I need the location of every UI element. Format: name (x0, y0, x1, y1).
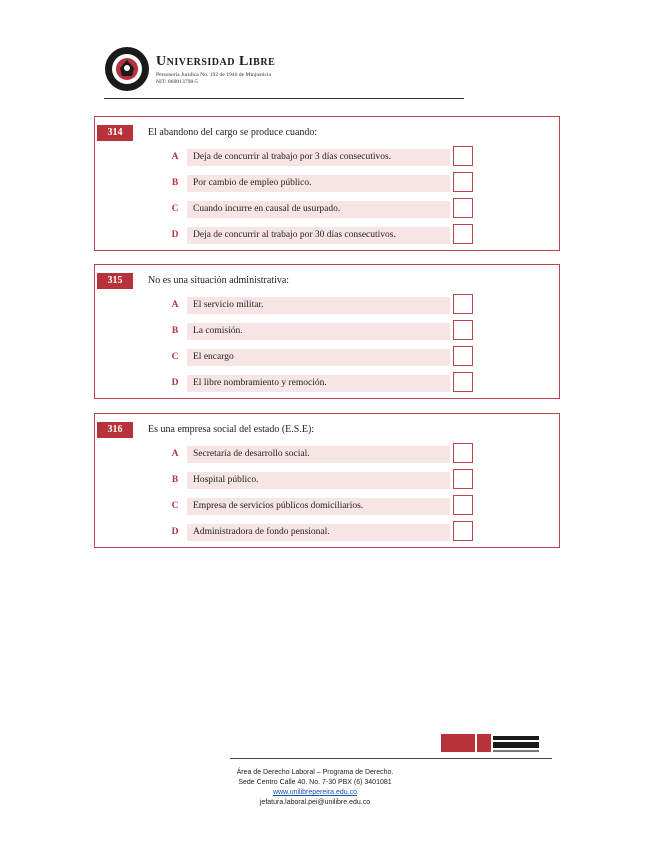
university-name: Universidad Libre (156, 54, 276, 69)
answer-checkbox[interactable] (453, 224, 473, 244)
option-text: Administradora de fondo pensional. (193, 527, 330, 537)
option-text: Cuando incurre en causal de usurpado. (193, 204, 341, 214)
option-letter: D (171, 230, 179, 240)
option-text: Secretaría de desarrollo social. (193, 449, 310, 459)
answer-checkbox[interactable] (453, 469, 473, 489)
option-letter: D (171, 378, 179, 388)
answer-checkbox[interactable] (453, 172, 473, 192)
footer-address: Sede Centro Calle 40. No. 7-30 PBX (6) 3401081 (238, 779, 392, 786)
question-card (94, 116, 560, 251)
legal-line-1: Personería Jurídica No. 192 de 1946 de Minjusticia (156, 72, 271, 78)
answer-checkbox[interactable] (453, 495, 473, 515)
option-letter: B (171, 475, 179, 485)
option-text: Hospital público. (193, 475, 259, 485)
option-text: Por cambio de empleo público. (193, 178, 312, 188)
option-letter: A (171, 152, 179, 162)
footer-divider (230, 758, 552, 759)
answer-checkbox[interactable] (453, 320, 473, 340)
header-divider (104, 98, 464, 99)
option-letter: B (171, 178, 179, 188)
question-text: El abandono del cargo se produce cuando: (148, 127, 318, 138)
answer-checkbox[interactable] (453, 521, 473, 541)
option-text: El libre nombramiento y remoción. (193, 378, 327, 388)
university-legal-info (156, 72, 271, 86)
option-letter: A (171, 300, 179, 310)
answer-checkbox[interactable] (453, 294, 473, 314)
option-text: El encargo (193, 352, 234, 362)
option-letter: C (171, 204, 179, 214)
option-text: Deja de concurrir al trabajo por 3 días consecutivos. (193, 152, 392, 162)
question-text: No es una situación administrativa: (148, 275, 290, 286)
footer-email: jefatura.laboral.pei@unilibre.edu.co (259, 799, 371, 806)
footer-website-link[interactable]: www.unilibrepereira.edu.co (272, 789, 358, 796)
footer (180, 768, 450, 808)
question-text: Es una empresa social del estado (E.S.E): (148, 424, 315, 435)
option-letter: D (171, 527, 179, 537)
option-text: Deja de concurrir al trabajo por 30 días consecutivos. (193, 230, 396, 240)
option-letter: B (171, 326, 179, 336)
option-letter: A (171, 449, 179, 459)
option-text: La comisión. (193, 326, 243, 336)
accreditation-logo-icon (441, 733, 541, 755)
legal-line-2: NIT: 860013798-5 (156, 79, 198, 85)
question-number: 316 (97, 422, 133, 438)
question-number: 314 (97, 125, 133, 141)
option-text: Empresa de servicios públicos domiciliarios. (193, 501, 364, 511)
option-text: El servicio militar. (193, 300, 264, 310)
answer-checkbox[interactable] (453, 372, 473, 392)
question-number: 315 (97, 273, 133, 289)
question-card (94, 264, 560, 399)
footer-department: Área de Derecho Laboral – Programa de Derecho. (236, 769, 394, 776)
option-letter: C (171, 352, 179, 362)
answer-checkbox[interactable] (453, 146, 473, 166)
answer-checkbox[interactable] (453, 443, 473, 463)
question-card (94, 413, 560, 548)
university-seal-icon (104, 46, 150, 92)
answer-checkbox[interactable] (453, 198, 473, 218)
option-letter: C (171, 501, 179, 511)
answer-checkbox[interactable] (453, 346, 473, 366)
university-header (104, 46, 464, 100)
